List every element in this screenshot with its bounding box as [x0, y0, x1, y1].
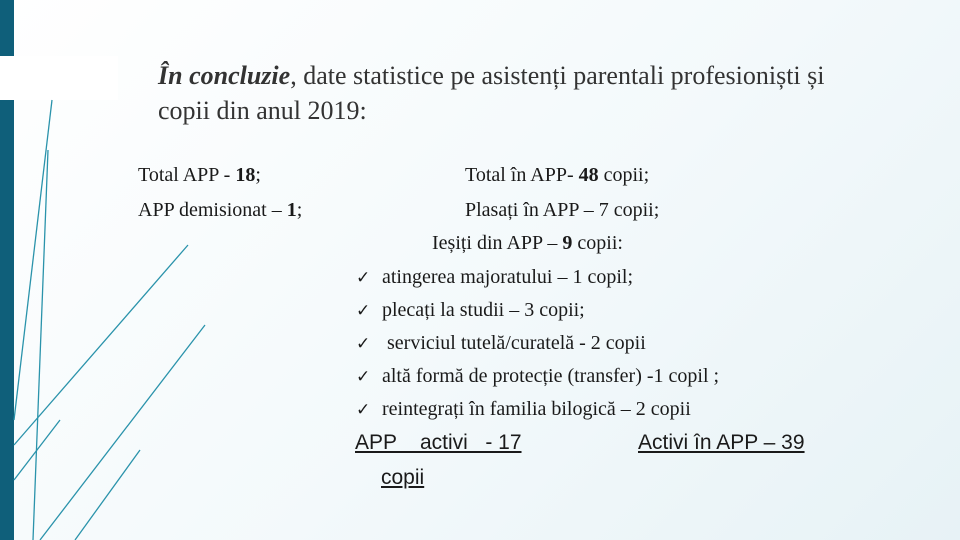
- total-children-suffix: copii;: [598, 164, 650, 186]
- checkmark-icon: ✓: [356, 400, 371, 420]
- title-italic: În concluzie: [158, 61, 291, 90]
- total-app-value: 18: [235, 164, 256, 186]
- app-resigned-suffix: ;: [296, 199, 303, 221]
- app-resigned-label: APP demisionat –: [138, 199, 287, 221]
- checklist-item-text: altă formă de protecție (transfer) -1 copil ;: [382, 365, 720, 387]
- checkmark-icon: ✓: [356, 301, 371, 321]
- exited-children-suffix: copii:: [572, 232, 623, 254]
- checkmark-icon: ✓: [356, 268, 371, 288]
- total-app-line: [138, 164, 261, 187]
- checklist-item: [356, 332, 646, 355]
- exited-children-label: Ieșiți din APP –: [432, 232, 563, 254]
- checklist-item: [356, 365, 719, 388]
- total-app-suffix: ;: [255, 164, 261, 186]
- total-children-value: 48: [578, 164, 599, 186]
- checklist-item-text: serviciul tutelă/curatelă - 2 copii: [382, 332, 646, 354]
- checklist-item: [356, 398, 691, 421]
- title-rest: , date statistice pe asistenți parentali profesioniști și copii din anul 2019:: [158, 61, 825, 125]
- checklist-item-text: reintegrați în familia bilogică – 2 copii: [382, 398, 691, 420]
- app-resigned-value: 1: [286, 199, 297, 221]
- active-in-app-line: Activi în APP – 39: [638, 431, 805, 454]
- checkmark-icon: ✓: [356, 334, 371, 354]
- total-children-label: Total în APP-: [465, 164, 579, 186]
- active-in-app-unit: copii: [381, 466, 425, 489]
- checklist-item: [356, 266, 633, 289]
- exited-children-value: 9: [562, 232, 573, 254]
- total-app-label: Total APP -: [138, 164, 236, 186]
- page-title: [158, 58, 858, 128]
- deco-line-2: [33, 150, 48, 540]
- deco-line-4: [40, 325, 205, 540]
- checklist-item-text: plecați la studii – 3 copii;: [382, 299, 585, 321]
- checklist-item-text: atingerea majoratului – 1 copil;: [382, 266, 634, 288]
- exited-children-line: [432, 232, 623, 255]
- deco-line-1: [14, 100, 52, 420]
- checklist-item: [356, 299, 585, 322]
- total-children-line: [465, 164, 649, 187]
- checkmark-icon: ✓: [356, 367, 371, 387]
- deco-line-5: [75, 450, 140, 540]
- app-resigned-line: [138, 199, 302, 222]
- placed-children-line: Plasați în APP – 7 copii;: [465, 199, 660, 221]
- active-app-line: APP activi - 17: [355, 431, 522, 454]
